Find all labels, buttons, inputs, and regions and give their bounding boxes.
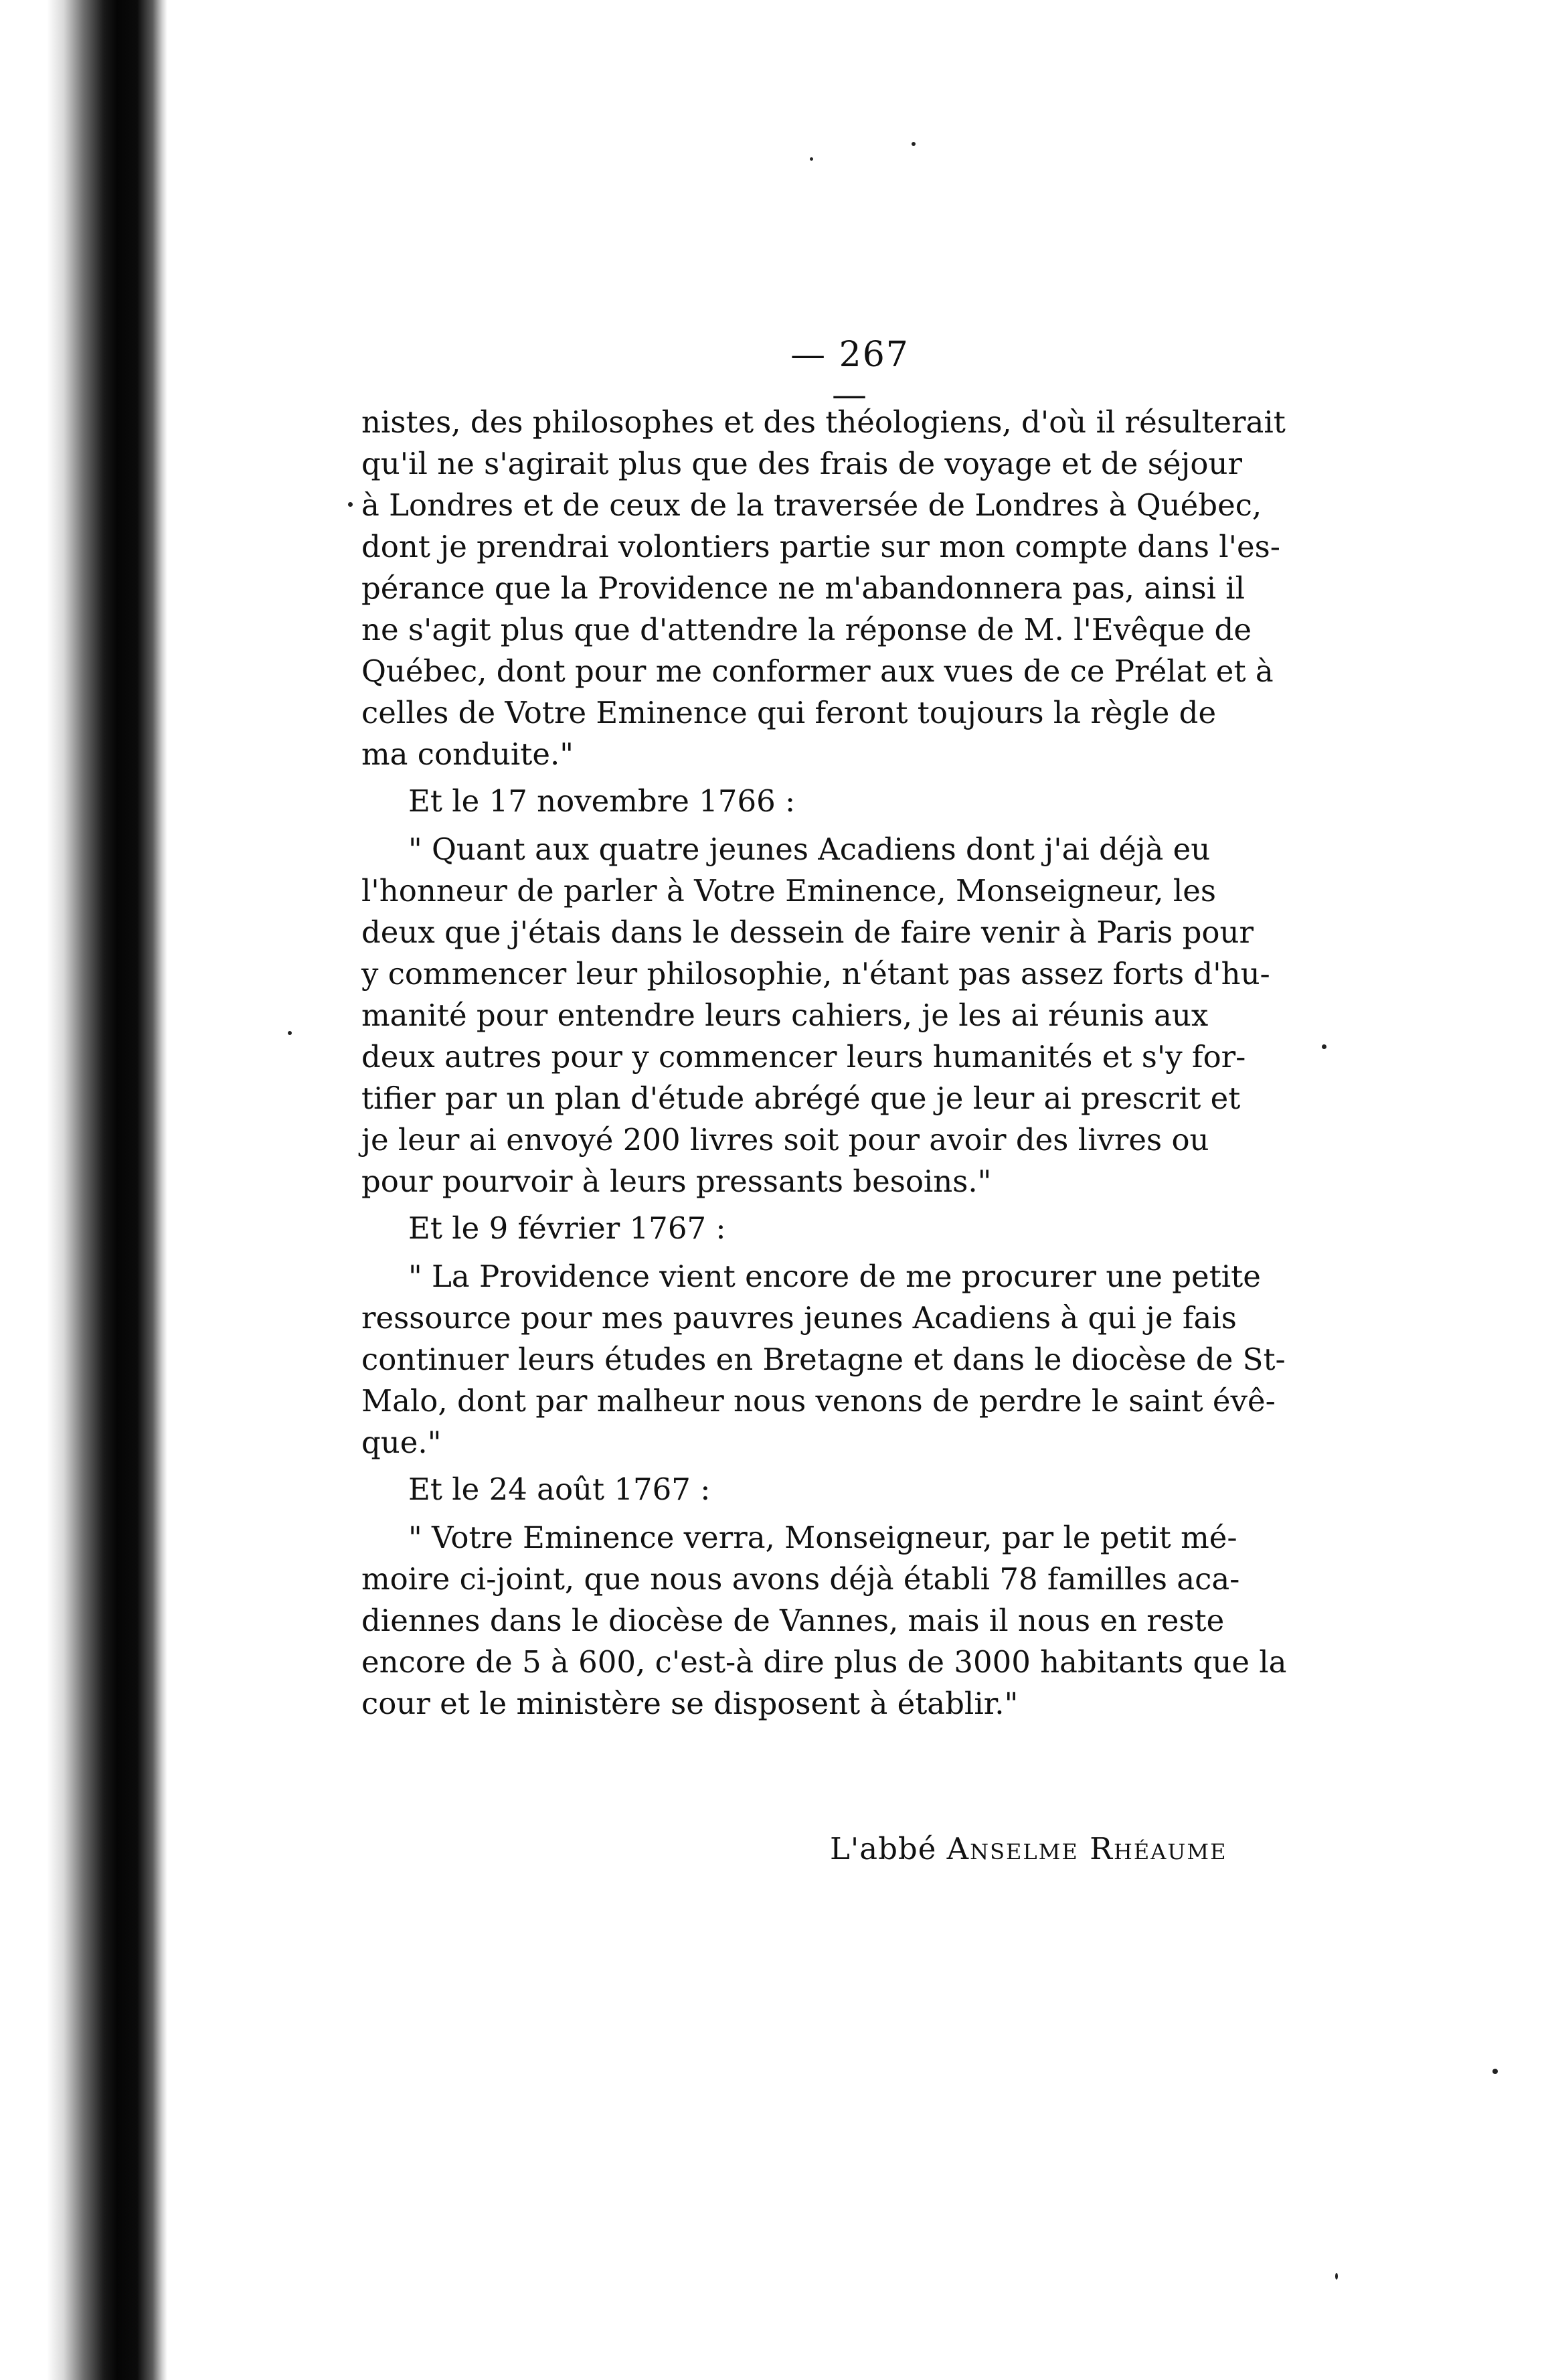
text-line: encore de 5 à 600, c'est-à dire plus de 3000 habitants que la	[361, 1644, 1287, 1680]
text-line: je leur ai envoyé 200 livres soit pour avoir des livres ou	[361, 1122, 1209, 1158]
page-number: — 267 —	[790, 335, 910, 415]
text-line: ressource pour mes pauvres jeunes Acadiens à qui je fais	[361, 1300, 1237, 1336]
letter-date: Et le 24 août 1767 :	[408, 1472, 711, 1507]
text-line: diennes dans le diocèse de Vannes, mais il nous en reste	[361, 1603, 1225, 1638]
letter-date: Et le 9 février 1767 :	[408, 1210, 726, 1246]
body-text	[361, 402, 1312, 1725]
scan-speck	[348, 502, 353, 507]
text-line: " Votre Eminence verra, Monseigneur, par le petit mé-	[408, 1520, 1237, 1555]
text-line: moire ci-joint, que nous avons déjà établi 78 familles aca-	[361, 1561, 1240, 1597]
text-line: à Londres et de ceux de la traversée de Londres à Québec,	[361, 487, 1262, 523]
scan-speck	[288, 1031, 292, 1035]
text-line: dont je prendrai volontiers partie sur mon compte dans l'es-	[361, 529, 1280, 564]
scan-speck	[1322, 1044, 1326, 1049]
text-line: tifier par un plan d'étude abrégé que je leur ai prescrit et	[361, 1081, 1241, 1116]
author-signature	[830, 1831, 1227, 1867]
text-line: continuer leurs études en Bretagne et dans le diocèse de St-	[361, 1342, 1286, 1377]
text-line: qu'il ne s'agirait plus que des frais de voyage et de séjour	[361, 446, 1242, 481]
scan-speck	[810, 157, 813, 161]
text-line: l'honneur de parler à Votre Eminence, Monseigneur, les	[361, 873, 1216, 908]
text-line: " Quant aux quatre jeunes Acadiens dont j'ai déjà eu	[408, 831, 1211, 867]
scan-speck	[1492, 2069, 1498, 2074]
text-line: pour pourvoir à leurs pressants besoins."	[361, 1164, 992, 1199]
text-line: que."	[361, 1425, 442, 1460]
letter-date: Et le 17 novembre 1766 :	[408, 783, 796, 819]
text-line: " La Providence vient encore de me procurer une petite	[408, 1259, 1261, 1294]
scanned-binding-edge	[0, 0, 167, 2380]
text-line: cour et le ministère se disposent à établir."	[361, 1686, 1019, 1721]
text-line: deux autres pour y commencer leurs humanités et s'y for-	[361, 1039, 1246, 1075]
text-line: nistes, des philosophes et des théologiens, d'où il résulterait	[361, 404, 1286, 440]
text-line: ma conduite."	[361, 736, 574, 772]
text-line: Québec, dont pour me conformer aux vues de ce Prélat et à	[361, 653, 1274, 689]
text-line: pérance que la Providence ne m'abandonnera pas, ainsi il	[361, 570, 1246, 606]
letter-quote	[361, 829, 1312, 1202]
opening-paragraph	[361, 402, 1312, 775]
scan-speck	[1335, 2273, 1338, 2280]
signature-prefix: L'abbé	[830, 1831, 937, 1867]
scan-speck	[912, 142, 916, 146]
signature-name: Anselme Rhéaume	[946, 1831, 1227, 1867]
letter-quote	[361, 1256, 1312, 1463]
letter-quote	[361, 1517, 1312, 1725]
text-line: celles de Votre Eminence qui feront toujours la règle de	[361, 695, 1217, 730]
text-line: ne s'agit plus que d'attendre la réponse de M. l'Evêque de	[361, 612, 1252, 647]
text-line: manité pour entendre leurs cahiers, je les ai réunis aux	[361, 998, 1209, 1033]
text-line: y commencer leur philosophie, n'étant pas assez forts d'hu-	[361, 956, 1270, 991]
text-line: Malo, dont par malheur nous venons de perdre le saint évê-	[361, 1383, 1276, 1419]
text-line: deux que j'étais dans le dessein de faire venir à Paris pour	[361, 915, 1254, 950]
